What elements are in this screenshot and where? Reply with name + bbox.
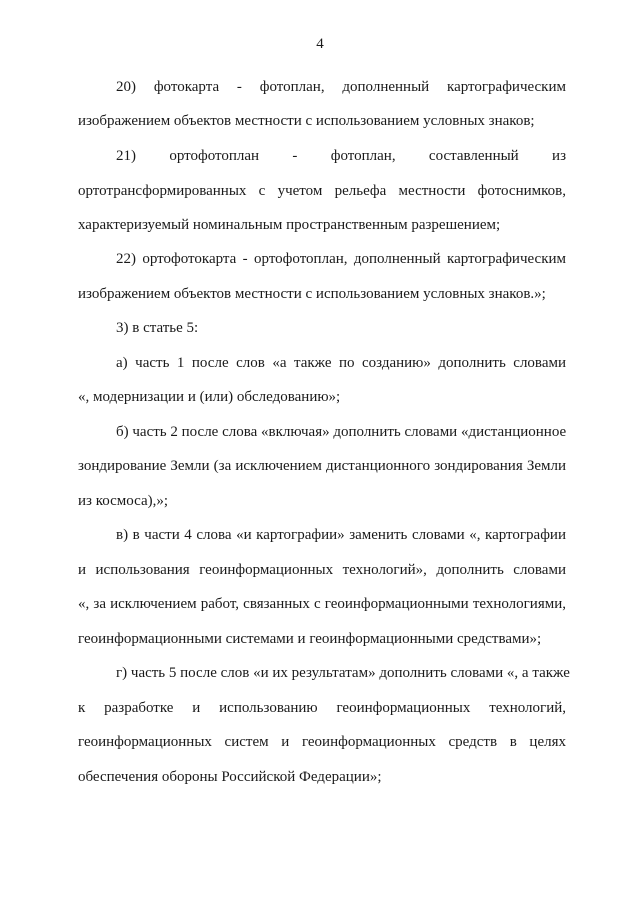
text-line: 21) ортофотоплан - фотоплан, составленный из <box>116 148 566 164</box>
text-line: 22) ортофотокарта - ортофотоплан, дополненный картографическим <box>116 251 566 267</box>
text-line: геоинформационными системами и геоинформационными средствами»; <box>78 631 542 647</box>
text-line: г) часть 5 после слов «и их результатам» дополнить словами «, а также <box>116 665 570 681</box>
text-line: в) в части 4 слова «и картографии» заменить словами «, картографии <box>116 527 566 543</box>
text-line: ортотрансформированных с учетом рельефа местности фотоснимков, <box>78 183 566 199</box>
text-line: 20) фотокарта - фотоплан, дополненный картографическим <box>116 79 566 95</box>
page-number: 4 <box>316 36 324 52</box>
text-line: из космоса),»; <box>78 493 169 509</box>
text-line: б) часть 2 после слова «включая» дополнить словами «дистанционное <box>116 424 567 440</box>
text-line: геоинформационных систем и геоинформационных средств в целях <box>78 734 566 750</box>
text-line: к разработке и использованию геоинформационных технологий, <box>78 700 566 716</box>
text-line: обеспечения обороны Российской Федерации»; <box>78 769 382 785</box>
text-line: изображением объектов местности с использованием условных знаков.»; <box>78 286 546 302</box>
text-line: характеризуемый номинальным пространственным разрешением; <box>78 217 501 233</box>
text-line: «, за исключением работ, связанных с геоинформационными технологиями, <box>78 596 566 612</box>
text-line: 3) в статье 5: <box>116 320 199 336</box>
text-line: «, модернизации и (или) обследованию»; <box>78 389 341 405</box>
text-line: зондирование Земли (за исключением дистанционного зондирования Земли <box>78 458 566 474</box>
text-line: и использования геоинформационных технологий», дополнить словами <box>78 562 566 578</box>
text-line: а) часть 1 после слов «а также по созданию» дополнить словами <box>116 355 566 371</box>
text-line: изображением объектов местности с использованием условных знаков; <box>78 113 535 129</box>
